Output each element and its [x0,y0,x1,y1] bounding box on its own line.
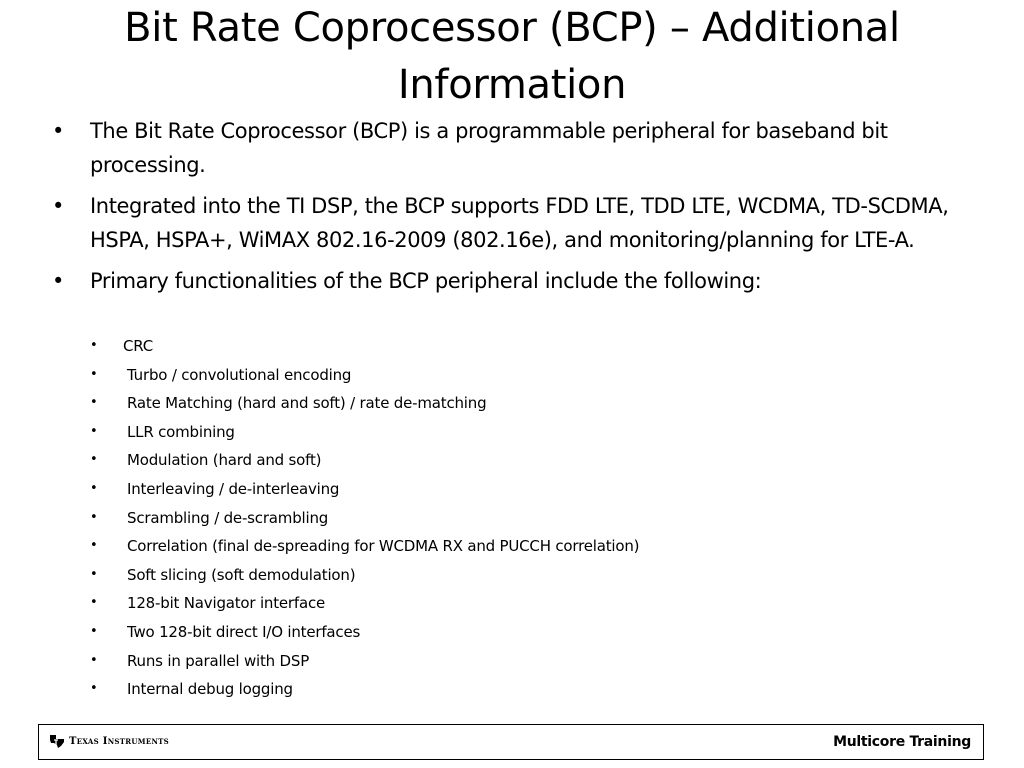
bullet-icon: • [90,509,98,525]
functionality-list [90,332,639,704]
bullet-icon: • [90,338,98,353]
main-bullet-item [50,264,980,298]
bullet-icon: • [52,269,64,293]
functionality-text: LLR combining [127,422,235,441]
main-bullet-item [50,114,980,182]
main-bullet-list [50,114,980,305]
texas-instruments-logo [49,734,169,749]
functionality-item [90,647,639,676]
functionality-item [90,618,639,647]
bullet-icon: • [90,623,98,639]
functionality-item [90,332,639,361]
bullet-icon: • [52,119,64,143]
bullet-icon: • [90,681,98,697]
bullet-icon: • [90,395,98,411]
functionality-text: 128-bit Navigator interface [127,594,326,613]
main-bullet-text: Integrated into the TI DSP, the BCP supports FDD LTE, TDD LTE, WCDMA, TD-SCDMA, HSPA, HSPA+, WiMAX 802.16-2009 (802.16e), and monitoring/planning for LTE-A. [90,194,949,252]
functionality-text: Rate Matching (hard and soft) / rate de-matching [127,394,487,413]
main-bullet-text: The Bit Rate Coprocessor (BCP) is a programmable peripheral for baseband bit processing. [90,119,888,177]
functionality-text: Internal debug logging [127,680,293,699]
bullet-icon: • [90,480,98,496]
functionality-text: Runs in parallel with DSP [127,651,310,670]
functionality-text: Two 128-bit direct I/O interfaces [127,622,361,641]
functionality-text: Turbo / convolutional encoding [127,365,352,384]
functionality-text: Correlation (final de-spreading for WCDMA RX and PUCCH correlation) [127,537,640,556]
functionality-item [90,446,639,475]
functionality-item [90,589,639,618]
functionality-text: Scrambling / de-scrambling [127,508,329,527]
functionality-item [90,389,639,418]
main-bullet-item [50,189,980,257]
functionality-text: Interleaving / de-interleaving [127,479,340,498]
main-bullet-text: Primary functionalities of the BCP peripheral include the following: [90,269,762,293]
functionality-item [90,532,639,561]
functionality-item [90,504,639,533]
functionality-text: Soft slicing (soft demodulation) [127,565,356,584]
bullet-icon: • [90,366,98,382]
footer-label: Multicore Training [833,734,971,750]
functionality-item [90,361,639,390]
functionality-item [90,561,639,590]
texas-state-icon [49,734,65,749]
functionality-text: CRC [123,337,154,355]
bullet-icon: • [90,423,98,439]
bullet-icon: • [90,595,98,611]
bullet-icon: • [90,652,98,668]
bullet-icon: • [90,566,98,582]
functionality-item [90,675,639,704]
bullet-icon: • [52,194,64,218]
footer-bar [38,724,984,760]
texas-instruments-wordmark: Texas Instruments [69,736,170,747]
functionality-item [90,475,639,504]
bullet-icon: • [90,452,98,468]
functionality-text: Modulation (hard and soft) [127,451,322,470]
bullet-icon: • [90,538,98,554]
functionality-item [90,418,639,447]
slide-title: Bit Rate Coprocessor (BCP) – Additional Information [124,5,900,108]
